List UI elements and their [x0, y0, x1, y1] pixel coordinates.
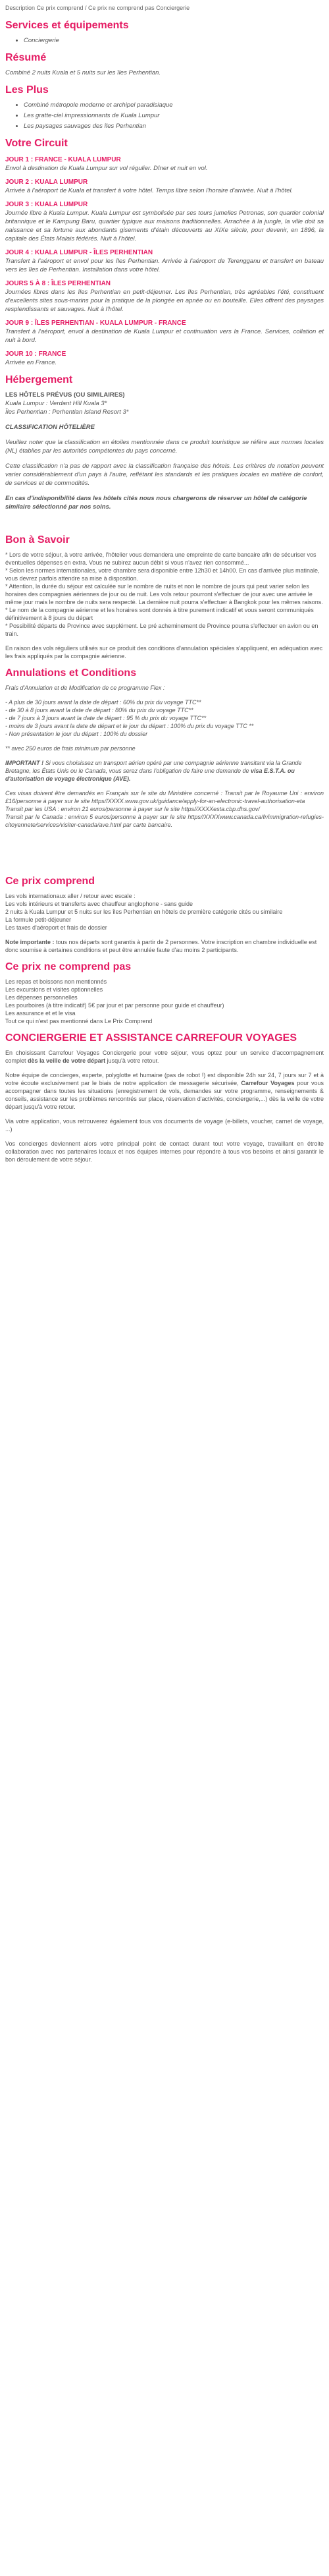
ne-comprend-title: Ce prix ne comprend pas: [5, 961, 132, 972]
services-list: [5, 36, 324, 45]
hotel-line: Îles Perhentian : Perhentian Island Resort 3*: [5, 408, 129, 416]
day-title: JOUR 9 : ÎLES PERHENTIAN - KUALA LUMPUR - FRANCE: [5, 320, 186, 327]
day-title: JOUR 1 : FRANCE - KUALA LUMPUR: [5, 156, 121, 163]
ne-comprend-item: Tout ce qui n'est pas mentionné dans Le Prix Comprend: [5, 1018, 153, 1024]
conciergerie-p2-text: Notre équipe de concierges, experte, polyglotte et humaine (pas de robot !) est disponible 24h sur 24, 7 jours sur 7 et à votre écoute exclusivement par le biais de notre application de messagerie sécurisée,: [5, 1072, 324, 1086]
visa-uk: Ces visas doivent être demandés en Français sur le site du Ministère concerné : Transit par le Royaume Uni : environ £16/personne à payer sur le site https//XXXX.www.gov.uk/guidance/apply-for-an-electronic-travel-authorisation-eta: [5, 790, 324, 804]
conciergerie-body: [5, 1049, 324, 1163]
conciergerie-p1-text: En choisissant Carrefour Voyages Conciergerie pour votre séjour, vous optez pour un service d'accompagnement complet: [5, 1050, 324, 1064]
day-title: JOUR 2 : KUALA LUMPUR: [5, 179, 88, 186]
comprend-title: Ce prix comprend: [5, 876, 95, 887]
unavailable-note: En cas d'indisponibilité dans les hôtels cités nous nous chargerons de réserver un hôtel de catégorie similaire sélectionné par nos soins.: [5, 495, 307, 511]
conciergerie-brand: Carrefour Voyages: [241, 1080, 295, 1086]
classification-text-2: Cette classification n'a pas de rapport avec la classification française des hôtels. Les critères de notation peuvent varier considérablement d'un pays à l'autre, reflétant les standards et les pratiques locales en matière de confort, de services et de commodités.: [5, 462, 324, 487]
ne-comprend-item: Les repas et boissons non mentionnés: [5, 978, 107, 985]
day-text: Transfert à l'aéroport, envol à destination de Kuala Lumpur et continuation vers la France. Services, collation et nuit à bord.: [5, 328, 324, 344]
circuit-title: Votre Circuit: [5, 138, 68, 149]
fee-line: - A plus de 30 jours avant la date de départ : 60% du prix du voyage TTC**: [5, 699, 201, 706]
bon-savoir-note: * Attention, la durée du séjour est calculée sur le nombre de nuits et non le nombre de jours qui peut varier selon les horaires des compagnies aériennes de jour ou de nuit. Les vols retour pourront s'effectuer de jour avec une arrivée le même jour mais le nombre de nuits sera respecté. La dernière nuit pourra s'effectuer à Bangkok pour les mêmes raisons.: [5, 583, 323, 605]
annulations-body: [5, 684, 324, 829]
circuit-days: [5, 155, 324, 367]
resume-title: Résumé: [5, 52, 47, 63]
comprend-item: Les vols internationaux aller / retour avec escale :: [5, 893, 136, 899]
services-item: • Conciergerie: [24, 36, 324, 45]
top-tabs-text: Description Ce prix comprend / Ce prix ne comprend pas Conciergerie: [5, 5, 190, 11]
day-text: Journée libre à Kuala Lumpur. Kuala Lumpur est symbolisée par ses tours jumelles Petronas, son quartier colonial britannique et le Kampung Baru, quartier typique aux maisons traditionnelles. Arrachée à la jungle, la ville doit sa naissance et sa fortune aux abondants gisements d'étain découverts au XIXe siècle, pour devenir, en 1896, la capitale des États Malais fédérés. Nuit à l'hôtel.: [5, 210, 324, 242]
day-title: JOUR 10 : FRANCE: [5, 350, 66, 358]
conciergerie-p2: [5, 1071, 324, 1111]
comprend-item: 2 nuits à Kuala Lumpur et 5 nuits sur les îles Perhentian en hôtels de première catégorie cités ou similaire: [5, 909, 283, 915]
comprend-list: [5, 892, 324, 954]
fee-line: - moins de 3 jours avant la date de départ et le jour du départ : 100% du prix du voyage TTC **: [5, 723, 254, 729]
day-title: JOUR 3 : KUALA LUMPUR: [5, 201, 88, 208]
bon-savoir-note: * Le nom de la compagnie aérienne et les horaires sont donnés à titre purement indicatif et vous seront communiqués définitivement à 8 jours du départ: [5, 607, 314, 621]
day-text: Arrivée à l'aéroport de Kuala et transfert à votre hôtel. Temps libre selon l'horaire d'arrivée. Nuit à l'hôtel.: [5, 187, 293, 194]
day-title: JOURS 5 À 8 : ÎLES PERHENTIAN: [5, 280, 111, 287]
day-text: Journées libres dans les îles Perhentian en petit-déjeuner. Les îles Perhentian, très agréables l'été, constituent d'excellents sites sous-marins pour la pratique de la plongée en apnée ou en bouteille. Elles offrent des paysages resplendissants et sauvages. Nuit à l'hôtel.: [5, 289, 324, 313]
day-text: Envol à destination de Kuala Lumpur sur vol régulier. Dîner et nuit en vol.: [5, 165, 208, 172]
page-content: [0, 0, 329, 1163]
note-text: tous nos départs sont garantis à partir de 2 personnes. Votre inscription en chambre individuelle est donc soumise à certaines conditions et peut être annulée faute d'au moins 2 participants.: [5, 939, 317, 953]
bon-savoir-note: * Possibilité départs de Province avec supplément. Le pré acheminement de Province pourra s'effectuer en avion ou en train.: [5, 623, 318, 637]
fee-line: - Non présentation le jour du départ : 100% du dossier: [5, 731, 148, 737]
ne-comprend-item: Les assurance et et le visa: [5, 1010, 76, 1017]
fee-line: - de 7 jours à 3 jours avant la date de départ : 95 % du prix du voyage TTC**: [5, 715, 207, 721]
day-text: Transfert à l'aéroport et envol pour les îles Perhentian. Arrivée à l'aéroport de Terengganu et transfert en bateau vers les îles de Perhentian. Installation dans votre hôtel.: [5, 258, 324, 273]
important-visa: visa E.S.T.A. ou d'autorisation de voyage électronique (AVE).: [5, 768, 295, 782]
day-text: Arrivée en France.: [5, 359, 57, 366]
ne-comprend-item: Les pourboires (à titre indicatif) 5€ par jour et par personne pour guide et chauffeur): [5, 1002, 224, 1009]
comprend-item: La formule petit-déjeuner: [5, 916, 72, 923]
ne-comprend-item: Les excursions et visites optionnelles: [5, 986, 103, 993]
hotel-line: Kuala Lumpur : Verdant Hill Kuala 3*: [5, 400, 107, 407]
visa-canada: Transit par le Canada : environ 5 euros/personne à payer sur le site https//XXXXwww.canada.ca/fr/immigration-refugies-citoyennete/services/visiter-canada/ave.html par carte bancaire.: [5, 814, 324, 828]
comprend-item: Les vols intérieurs et transferts avec chauffeur anglophone - sans guide: [5, 901, 193, 907]
conciergerie-p1: [5, 1049, 324, 1065]
bon-savoir-note: * Selon les normes internationales, votre chambre sera disponible entre 12h30 et 14h00. En cas d'arrivée plus matinale, vous devrez parfois attendre sa mise à disposition.: [5, 567, 320, 582]
plus-item: • Combiné métropole moderne et archipel paradisiaque: [24, 101, 324, 109]
plus-item: • Les paysages sauvages des îles Perhentian: [24, 122, 324, 130]
important-block: [5, 759, 324, 783]
bon-savoir-notes: [5, 551, 324, 660]
ne-comprend-item: Les dépenses personnelles: [5, 994, 78, 1001]
conciergerie-p1-bold: dès la veille de votre départ: [28, 1057, 106, 1064]
plus-title: Les Plus: [5, 84, 49, 96]
hotels-title: LES HÔTELS PRÉVUS (OU SIMILAIRES): [5, 391, 125, 399]
resume-text: Combiné 2 nuits Kuala et 5 nuits sur les îles Perhentian.: [5, 69, 161, 76]
visa-usa: Transit par les USA : environ 21 euros/personne à payer sur le site https//XXXXesta.cbp.dhs.gov/: [5, 806, 260, 812]
fee-line: - de 30 à 8 jours avant la date de départ : 80% du prix du voyage TTC**: [5, 707, 193, 714]
conciergerie-title: CONCIERGERIE ET ASSISTANCE CARREFOUR VOYAGES: [5, 1032, 297, 1044]
conciergerie-p1-end: jusqu'à votre retour.: [107, 1057, 159, 1064]
hebergement-title: Hébergement: [5, 374, 73, 385]
bon-savoir-note: * Lors de votre séjour, à votre arrivée, l'hôtelier vous demandera une empreinte de carte bancaire afin de sécuriser vos éventuelles dépenses en extra. Vous ne subirez aucun débit si vous n'avez rien consommé...: [5, 551, 316, 566]
minimum-fee: ** avec 250 euros de frais minimum par personne: [5, 745, 136, 752]
annulations-title: Annulations et Conditions: [5, 667, 137, 679]
important-label: IMPORTANT !: [5, 760, 44, 766]
important-text: Si vous choisissez un transport aérien opéré par une compagnie aérienne transitant via la Grande Bretagne, les États Unis ou le Canada, vous serez dans l'obligation de faire une demande de: [5, 760, 302, 774]
bon-savoir-title: Bon à Savoir: [5, 534, 70, 546]
annulations-intro: Frais d'Annulation et de Modification de ce programme Flex :: [5, 685, 165, 691]
ne-comprend-list: [5, 978, 324, 1025]
classification-text: Veuillez noter que la classification en étoiles mentionnée dans ce produit touristique se réfère aux normes locales (NL) établies par les autorités compétentes du pays concerné.: [5, 439, 324, 455]
note-label: Note importante :: [5, 939, 55, 945]
bon-savoir-closing: En raison des vols réguliers utilisés sur ce produit des conditions d'annulation spéciales s'appliquent, en adéquation avec les frais appliqués par la compagnie aérienne.: [5, 645, 323, 659]
classification-title: CLASSIFICATION HÔTELIÈRE: [5, 424, 95, 431]
conciergerie-p3: Via votre application, vous retrouverez également tous vos documents de voyage (e-billets, voucher, carnet de voyage, ...): [5, 1118, 324, 1133]
day-title: JOUR 4 : KUALA LUMPUR - ÎLES PERHENTIAN: [5, 249, 153, 256]
services-title: Services et équipements: [5, 20, 129, 31]
conciergerie-p4: Vos concierges deviennent alors votre principal point de contact durant tout votre voyage, travaillant en étroite collaboration avec nos partenaires locaux et nos équipes internes pour répondre à tous vos besoins et ainsi garantir le bon déroulement de votre séjour.: [5, 1140, 324, 1163]
comprend-note: [5, 938, 324, 954]
plus-item: • Les gratte-ciel impressionnants de Kuala Lumpur: [24, 111, 324, 120]
comprend-item: Les taxes d'aéroport et frais de dossier: [5, 924, 107, 931]
plus-list: [5, 101, 324, 130]
conciergerie-p2-end: pour vous accompagner dans toutes les situations (enregistrement de vols, demandes sur votre programme, renseignements & conseils, assistance sur les problèmes rencontrés sur place, réservation d'activités, conciergerie,...) dès la veille de votre départ jusqu'à votre retour.: [5, 1080, 324, 1110]
